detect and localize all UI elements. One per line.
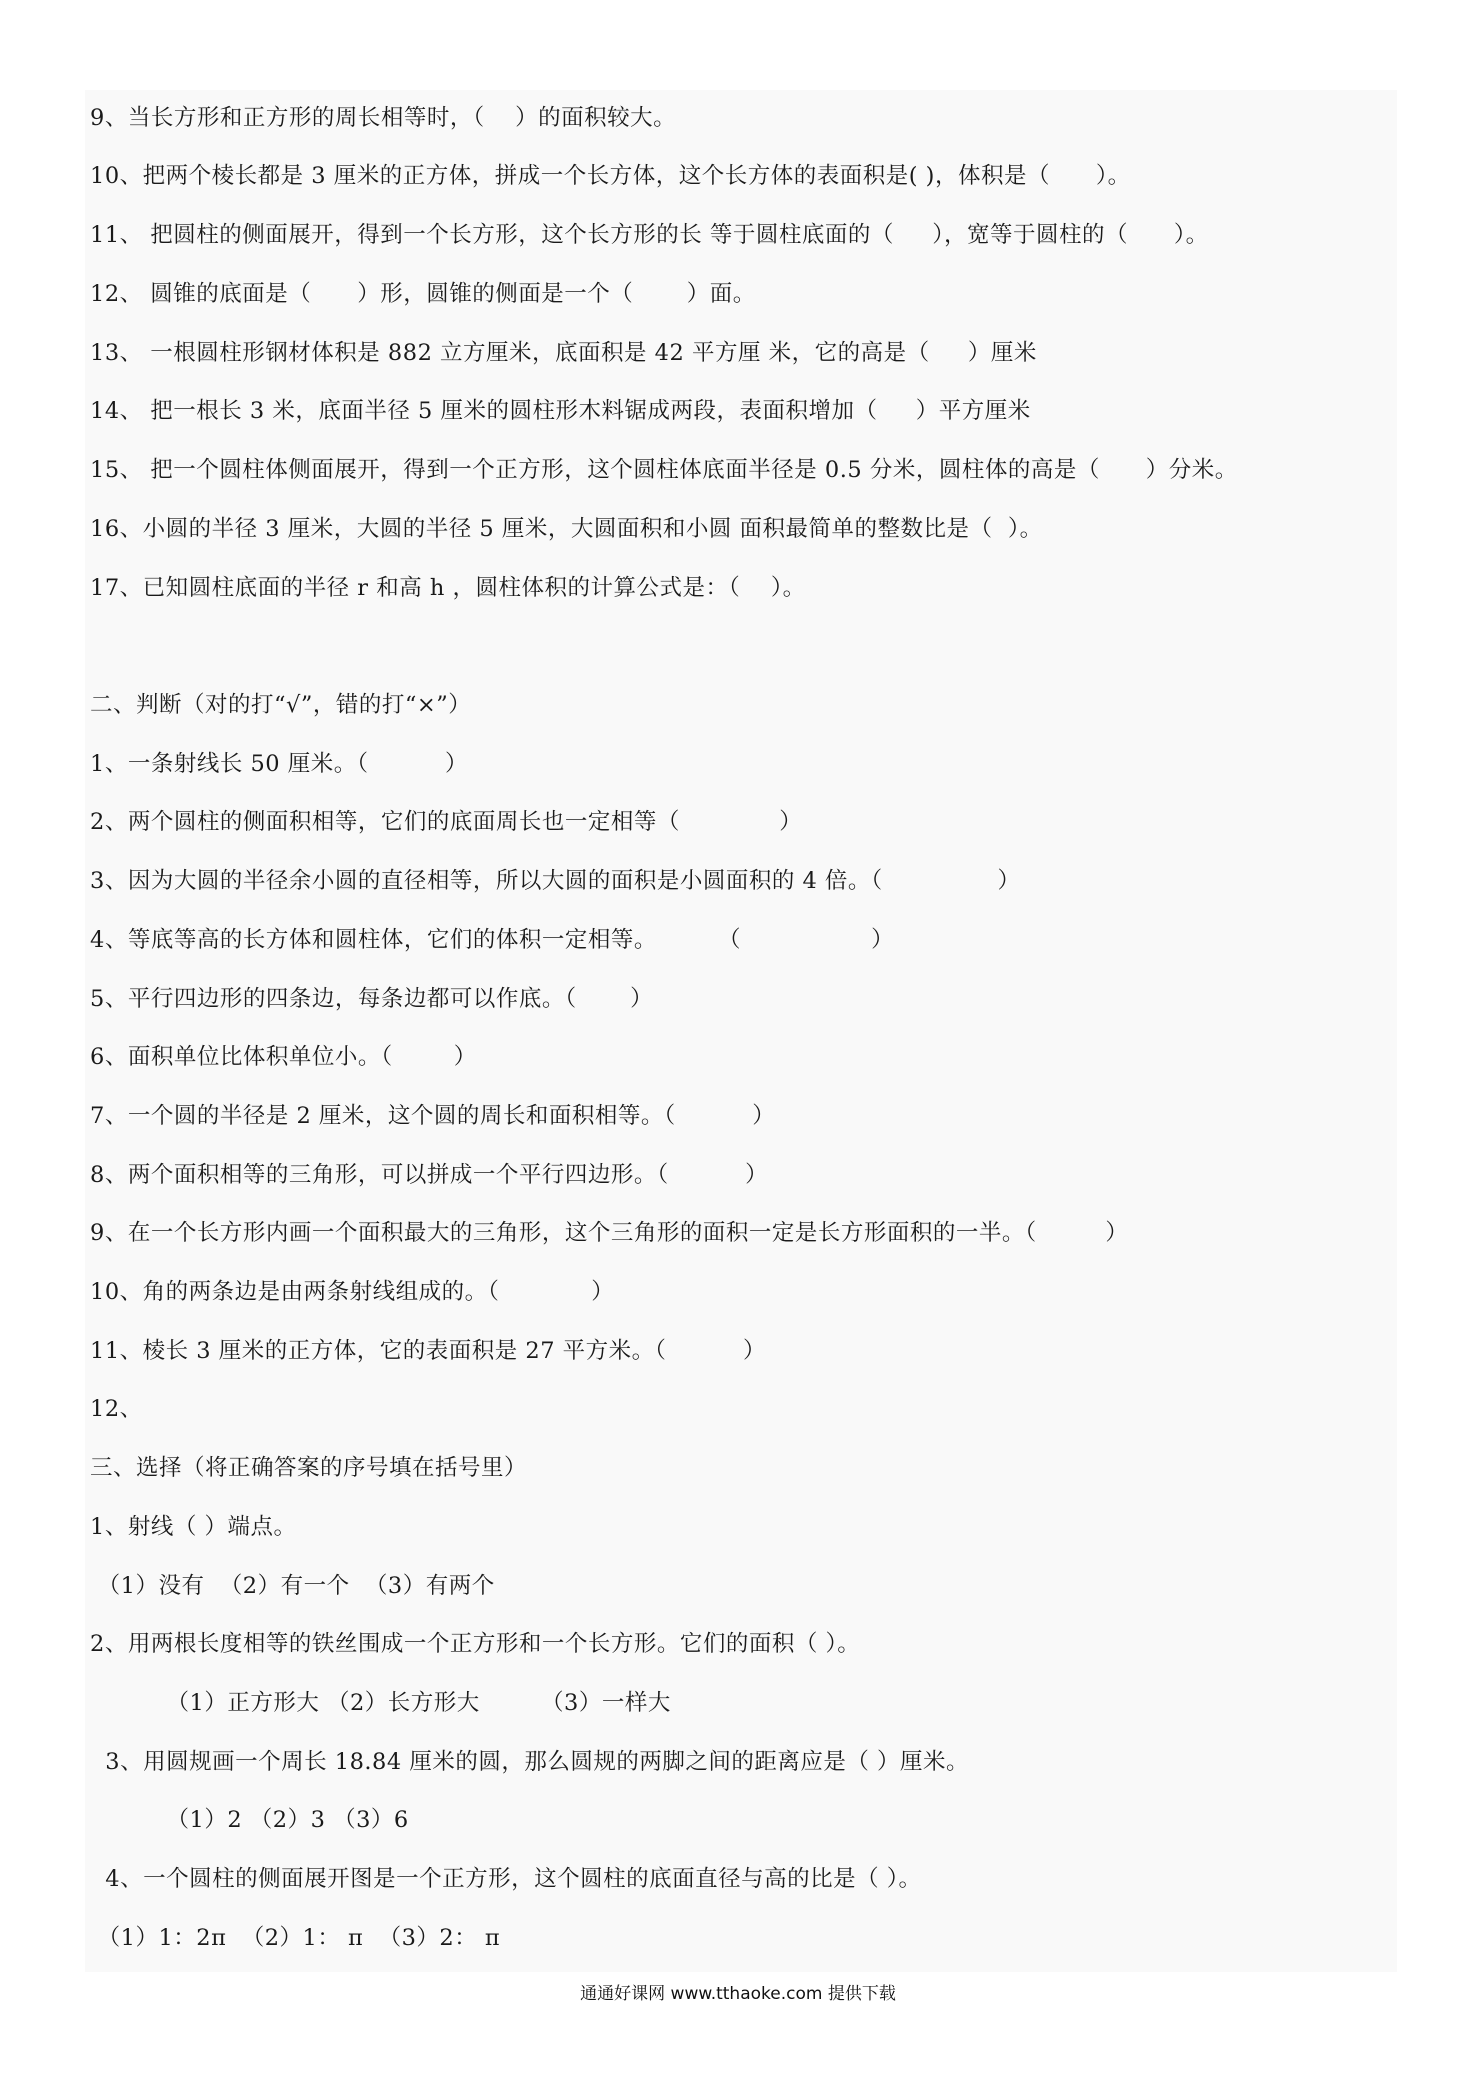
judge-section-title: 二、判断（对的打“√”，错的打“×”） bbox=[90, 692, 472, 718]
judge-question-9: 9、在一个长方形内画一个面积最大的三角形，这个三角形的面积一定是长方形面积的一半。（ ） bbox=[90, 1220, 1129, 1246]
fill-question-15: 15、 把一个圆柱体侧面展开，得到一个正方形，这个圆柱体底面半径是 0.5 分米，圆柱体的高是（ ）分米。 bbox=[90, 457, 1238, 483]
choice-question-3: 3、用圆规画一个周长 18.84 厘米的圆，那么圆规的两脚之间的距离应是（ ）厘米。 bbox=[90, 1749, 969, 1775]
fill-question-13: 13、 一根圆柱形钢材体积是 882 立方厘米，底面积是 42 平方厘 米，它的高是（ ）厘米 bbox=[90, 340, 1037, 366]
fill-question-9: 9、当长方形和正方形的周长相等时，（ ）的面积较大。 bbox=[90, 105, 677, 131]
choice-options-3: （1）2 （2）3 （3）6 bbox=[90, 1807, 409, 1833]
fill-question-12: 12、 圆锥的底面是（ ）形，圆锥的侧面是一个（ ）面。 bbox=[90, 281, 756, 307]
judge-question-11: 11、棱长 3 厘米的正方体，它的表面积是 27 平方米。（ ） bbox=[90, 1338, 766, 1364]
choice-options-4: （1）1：2π （2）1： π （3）2： π bbox=[90, 1925, 501, 1951]
choice-options-2: （1）正方形大 （2）长方形大 （3）一样大 bbox=[90, 1690, 671, 1716]
judge-question-3: 3、因为大圆的半径余小圆的直径相等，所以大圆的面积是小圆面积的 4 倍。（ ） bbox=[90, 868, 1021, 894]
fill-question-14: 14、 把一根长 3 米，底面半径 5 厘米的圆柱形木料锯成两段，表面积增加（ ）平方厘米 bbox=[90, 398, 1031, 424]
choice-question-2: 2、用两根长度相等的铁丝围成一个正方形和一个长方形。它们的面积（ ）。 bbox=[90, 1631, 861, 1657]
fill-question-17: 17、已知圆柱底面的半径 r 和高 h ，圆柱体积的计算公式是：（ ）。 bbox=[90, 575, 806, 601]
judge-question-10: 10、角的两条边是由两条射线组成的。（ ） bbox=[90, 1279, 615, 1305]
choice-question-4: 4、一个圆柱的侧面展开图是一个正方形，这个圆柱的底面直径与高的比是（ ）。 bbox=[90, 1866, 922, 1892]
judge-question-4: 4、等底等高的长方体和圆柱体，它们的体积一定相等。 （ ） bbox=[90, 927, 895, 953]
judge-question-2: 2、两个圆柱的侧面积相等，它们的底面周长也一定相等（ ） bbox=[90, 809, 803, 835]
fill-question-11: 11、 把圆柱的侧面展开，得到一个长方形，这个长方形的长 等于圆柱底面的（ ），宽等于圆柱的（ ）。 bbox=[90, 222, 1209, 248]
judge-question-8: 8、两个面积相等的三角形，可以拼成一个平行四边形。（ ） bbox=[90, 1162, 769, 1188]
fill-question-10: 10、把两个棱长都是 3 厘米的正方体，拼成一个长方体，这个长方体的表面积是( )，体积是（ ）。 bbox=[90, 163, 1131, 189]
judge-question-12: 12、 bbox=[90, 1396, 143, 1422]
fill-question-16: 16、小圆的半径 3 厘米，大圆的半径 5 厘米，大圆面积和小圆 面积最简单的整数比是（ ）。 bbox=[90, 516, 1043, 542]
choice-question-1: 1、射线（ ）端点。 bbox=[90, 1514, 297, 1540]
page-footer: 通通好课网 www.tthaoke.com 提供下载 bbox=[580, 1984, 896, 2004]
judge-question-1: 1、一条射线长 50 厘米。（ ） bbox=[90, 751, 469, 777]
judge-question-7: 7、一个圆的半径是 2 厘米，这个圆的周长和面积相等。（ ） bbox=[90, 1103, 776, 1129]
judge-question-6: 6、面积单位比体积单位小。（ ） bbox=[90, 1044, 477, 1070]
choice-section-title: 三、选择（将正确答案的序号填在括号里） bbox=[90, 1455, 528, 1481]
judge-question-5: 5、平行四边形的四条边，每条边都可以作底。（ ） bbox=[90, 986, 654, 1012]
choice-options-1: （1）没有 （2）有一个 （3）有两个 bbox=[90, 1573, 495, 1599]
